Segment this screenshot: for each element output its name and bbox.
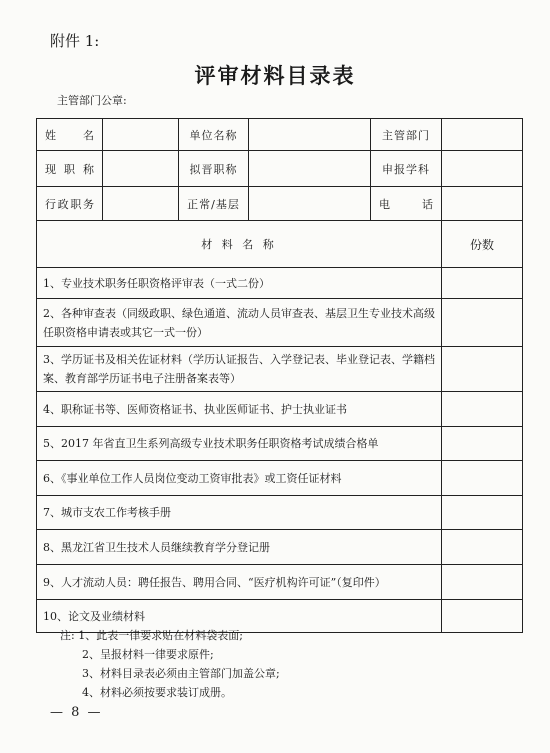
info-row [37,119,523,151]
material-item-text: 3、学历证书及相关佐证材料（学历认证报告、入学登记表、毕业登记表、学籍档案、教育部学历证书电子注册备案表等） [37,347,442,392]
admin-post-value[interactable] [103,187,179,221]
page-number: — 8 — [50,705,103,720]
normal-basic-value[interactable] [249,187,371,221]
material-item-text: 6、《事业单位工作人员岗位变动工资审批表》或工资任证材料 [37,461,442,496]
materials-header: 材 料 名 称 [37,221,442,268]
copies-cell[interactable] [442,496,523,530]
material-item [37,392,523,427]
materials-header-row [37,221,523,268]
copies-cell[interactable] [442,268,523,299]
current-title-label: 现 职 称 [37,151,103,187]
copies-header: 份数 [442,221,523,268]
note-line: 注: 1、此表一律要求贴在材料袋表面; [60,629,243,642]
attachment-label: 附件 1: [50,32,100,50]
material-item [37,299,523,347]
phone-value[interactable] [442,187,523,221]
notes [60,626,280,702]
info-row [37,187,523,221]
normal-basic-label: 正常/基层 [179,187,249,221]
material-item-text: 4、职称证书等、医师资格证书、执业医师证书、护士执业证书 [37,392,442,427]
material-item [37,461,523,496]
copies-cell[interactable] [442,347,523,392]
material-item-text: 7、城市支农工作考核手册 [37,496,442,530]
material-item [37,530,523,565]
note-line: 2、呈报材料一律要求原件; [82,648,214,661]
info-row [37,151,523,187]
proposed-title-value[interactable] [249,151,371,187]
proposed-title-label: 拟晋职称 [179,151,249,187]
copies-cell[interactable] [442,565,523,600]
discipline-value[interactable] [442,151,523,187]
material-item-text: 8、黑龙江省卫生技术人员继续教育学分登记册 [37,530,442,565]
materials-table [36,118,523,633]
material-item-text: 5、2017 年省直卫生系列高级专业技术职务任职资格考试成绩合格单 [37,427,442,461]
discipline-label: 申报学科 [371,151,442,187]
material-item [37,427,523,461]
admin-post-label: 行政职务 [37,187,103,221]
copies-cell[interactable] [442,427,523,461]
copies-cell[interactable] [442,600,523,633]
material-item-text: 2、各种审查表（同级政职、绿色通道、流动人员审查表、基层卫生专业技术高级任职资格申请表或其它一式一份） [37,299,442,347]
copies-cell[interactable] [442,299,523,347]
material-item [37,496,523,530]
material-item [37,268,523,299]
phone-label: 电 话 [371,187,442,221]
material-item [37,347,523,392]
copies-cell[interactable] [442,392,523,427]
copies-cell[interactable] [442,461,523,496]
note-line: 3、材料目录表必须由主管部门加盖公章; [82,667,280,680]
unit-name-label: 单位名称 [179,119,249,151]
note-line: 4、材料必须按要求装订成册。 [82,686,232,699]
name-value[interactable] [103,119,179,151]
material-item-text: 9、人才流动人员：聘任报告、聘用合同、“医疗机构许可证”（复印件） [37,565,442,600]
material-item-text: 1、专业技术职务任职资格评审表（一式二份） [37,268,442,299]
unit-name-value[interactable] [249,119,371,151]
current-title-value[interactable] [103,151,179,187]
document-title: 评审材料目录表 [194,63,356,88]
dept-seal-label: 主管部门公章: [57,94,127,107]
material-item [37,565,523,600]
name-label: 姓 名 [37,119,103,151]
material-item-text: 10、论文及业绩材料 [37,600,442,633]
dept-value[interactable] [442,119,523,151]
copies-cell[interactable] [442,530,523,565]
dept-label: 主管部门 [371,119,442,151]
